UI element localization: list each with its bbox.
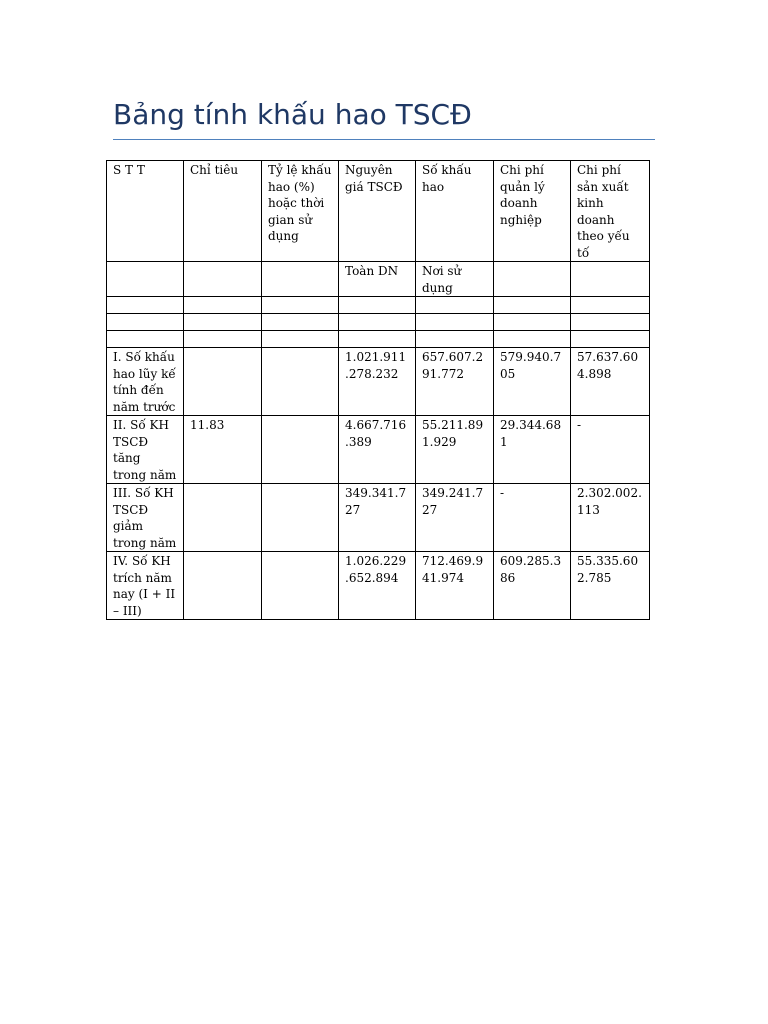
table-cell xyxy=(262,484,339,552)
title-divider xyxy=(113,139,655,140)
table-cell: 349.241.727 xyxy=(416,484,494,552)
table-header-row xyxy=(107,161,650,262)
subheader-cell xyxy=(494,262,571,297)
table-cell xyxy=(571,314,650,331)
table-cell xyxy=(107,314,184,331)
table-cell xyxy=(262,331,339,348)
subheader-cell: Nơi sử dụng xyxy=(416,262,494,297)
table-row-empty xyxy=(107,297,650,314)
table-cell xyxy=(416,314,494,331)
header-cell: Tỷ lệ khấu hao (%) hoặc thời gian sử dụng xyxy=(262,161,339,262)
table-row xyxy=(107,348,650,416)
row-label-cell: III. Số KH TSCĐ giảm trong năm xyxy=(107,484,184,552)
table-cell: 579.940.705 xyxy=(494,348,571,416)
header-cell: Chỉ tiêu xyxy=(184,161,262,262)
subheader-cell: Toàn DN xyxy=(339,262,416,297)
table-cell: 4.667.716.389 xyxy=(339,416,416,484)
table-cell xyxy=(494,314,571,331)
table-cell xyxy=(339,314,416,331)
header-cell: S T T xyxy=(107,161,184,262)
table-cell xyxy=(262,416,339,484)
header-cell: Số khấu hao xyxy=(416,161,494,262)
table-cell xyxy=(494,331,571,348)
table-cell xyxy=(416,331,494,348)
subheader-cell xyxy=(262,262,339,297)
table-cell: 349.341.727 xyxy=(339,484,416,552)
table-cell: 11.83 xyxy=(184,416,262,484)
table-cell xyxy=(262,314,339,331)
table-cell xyxy=(107,331,184,348)
table-cell: 1.026.229.652.894 xyxy=(339,552,416,620)
table-cell xyxy=(339,297,416,314)
table-cell: 1.021.911.278.232 xyxy=(339,348,416,416)
table-row-empty xyxy=(107,314,650,331)
header-cell: Nguyên giá TSCĐ xyxy=(339,161,416,262)
table-cell xyxy=(339,331,416,348)
table-cell: - xyxy=(494,484,571,552)
row-label-cell: II. Số KH TSCĐ tăng trong năm xyxy=(107,416,184,484)
table-cell: 609.285.386 xyxy=(494,552,571,620)
table-cell xyxy=(416,297,494,314)
table-row xyxy=(107,416,650,484)
table-cell: 55.335.602.785 xyxy=(571,552,650,620)
header-cell: Chi phí sản xuất kinh doanh theo yếu tố xyxy=(571,161,650,262)
table-cell xyxy=(184,484,262,552)
row-label-cell: IV. Số KH trích năm nay (I + II – III) xyxy=(107,552,184,620)
table-cell xyxy=(262,552,339,620)
table-cell xyxy=(571,297,650,314)
table-cell xyxy=(184,331,262,348)
table-cell xyxy=(262,297,339,314)
table-cell xyxy=(107,297,184,314)
table-cell xyxy=(184,552,262,620)
table-cell: 712.469.941.974 xyxy=(416,552,494,620)
table-cell: 57.637.604.898 xyxy=(571,348,650,416)
subheader-cell xyxy=(184,262,262,297)
table-cell: 2.302.002.113 xyxy=(571,484,650,552)
table-row xyxy=(107,484,650,552)
header-cell: Chi phí quản lý doanh nghiệp xyxy=(494,161,571,262)
table-cell: 657.607.291.772 xyxy=(416,348,494,416)
subheader-cell xyxy=(571,262,650,297)
table-cell xyxy=(571,331,650,348)
table-cell xyxy=(494,297,571,314)
table-cell xyxy=(184,297,262,314)
table-cell xyxy=(184,348,262,416)
table-cell: 55.211.891.929 xyxy=(416,416,494,484)
table-cell: 29.344.681 xyxy=(494,416,571,484)
table-cell xyxy=(184,314,262,331)
table-cell: - xyxy=(571,416,650,484)
page-title: Bảng tính khấu hao TSCĐ xyxy=(113,98,472,131)
table-subheader-row xyxy=(107,262,650,297)
table-row-empty xyxy=(107,331,650,348)
depreciation-table xyxy=(106,160,650,620)
table-cell xyxy=(262,348,339,416)
subheader-cell xyxy=(107,262,184,297)
table-row xyxy=(107,552,650,620)
row-label-cell: I. Số khấu hao lũy kế tính đến năm trước xyxy=(107,348,184,416)
